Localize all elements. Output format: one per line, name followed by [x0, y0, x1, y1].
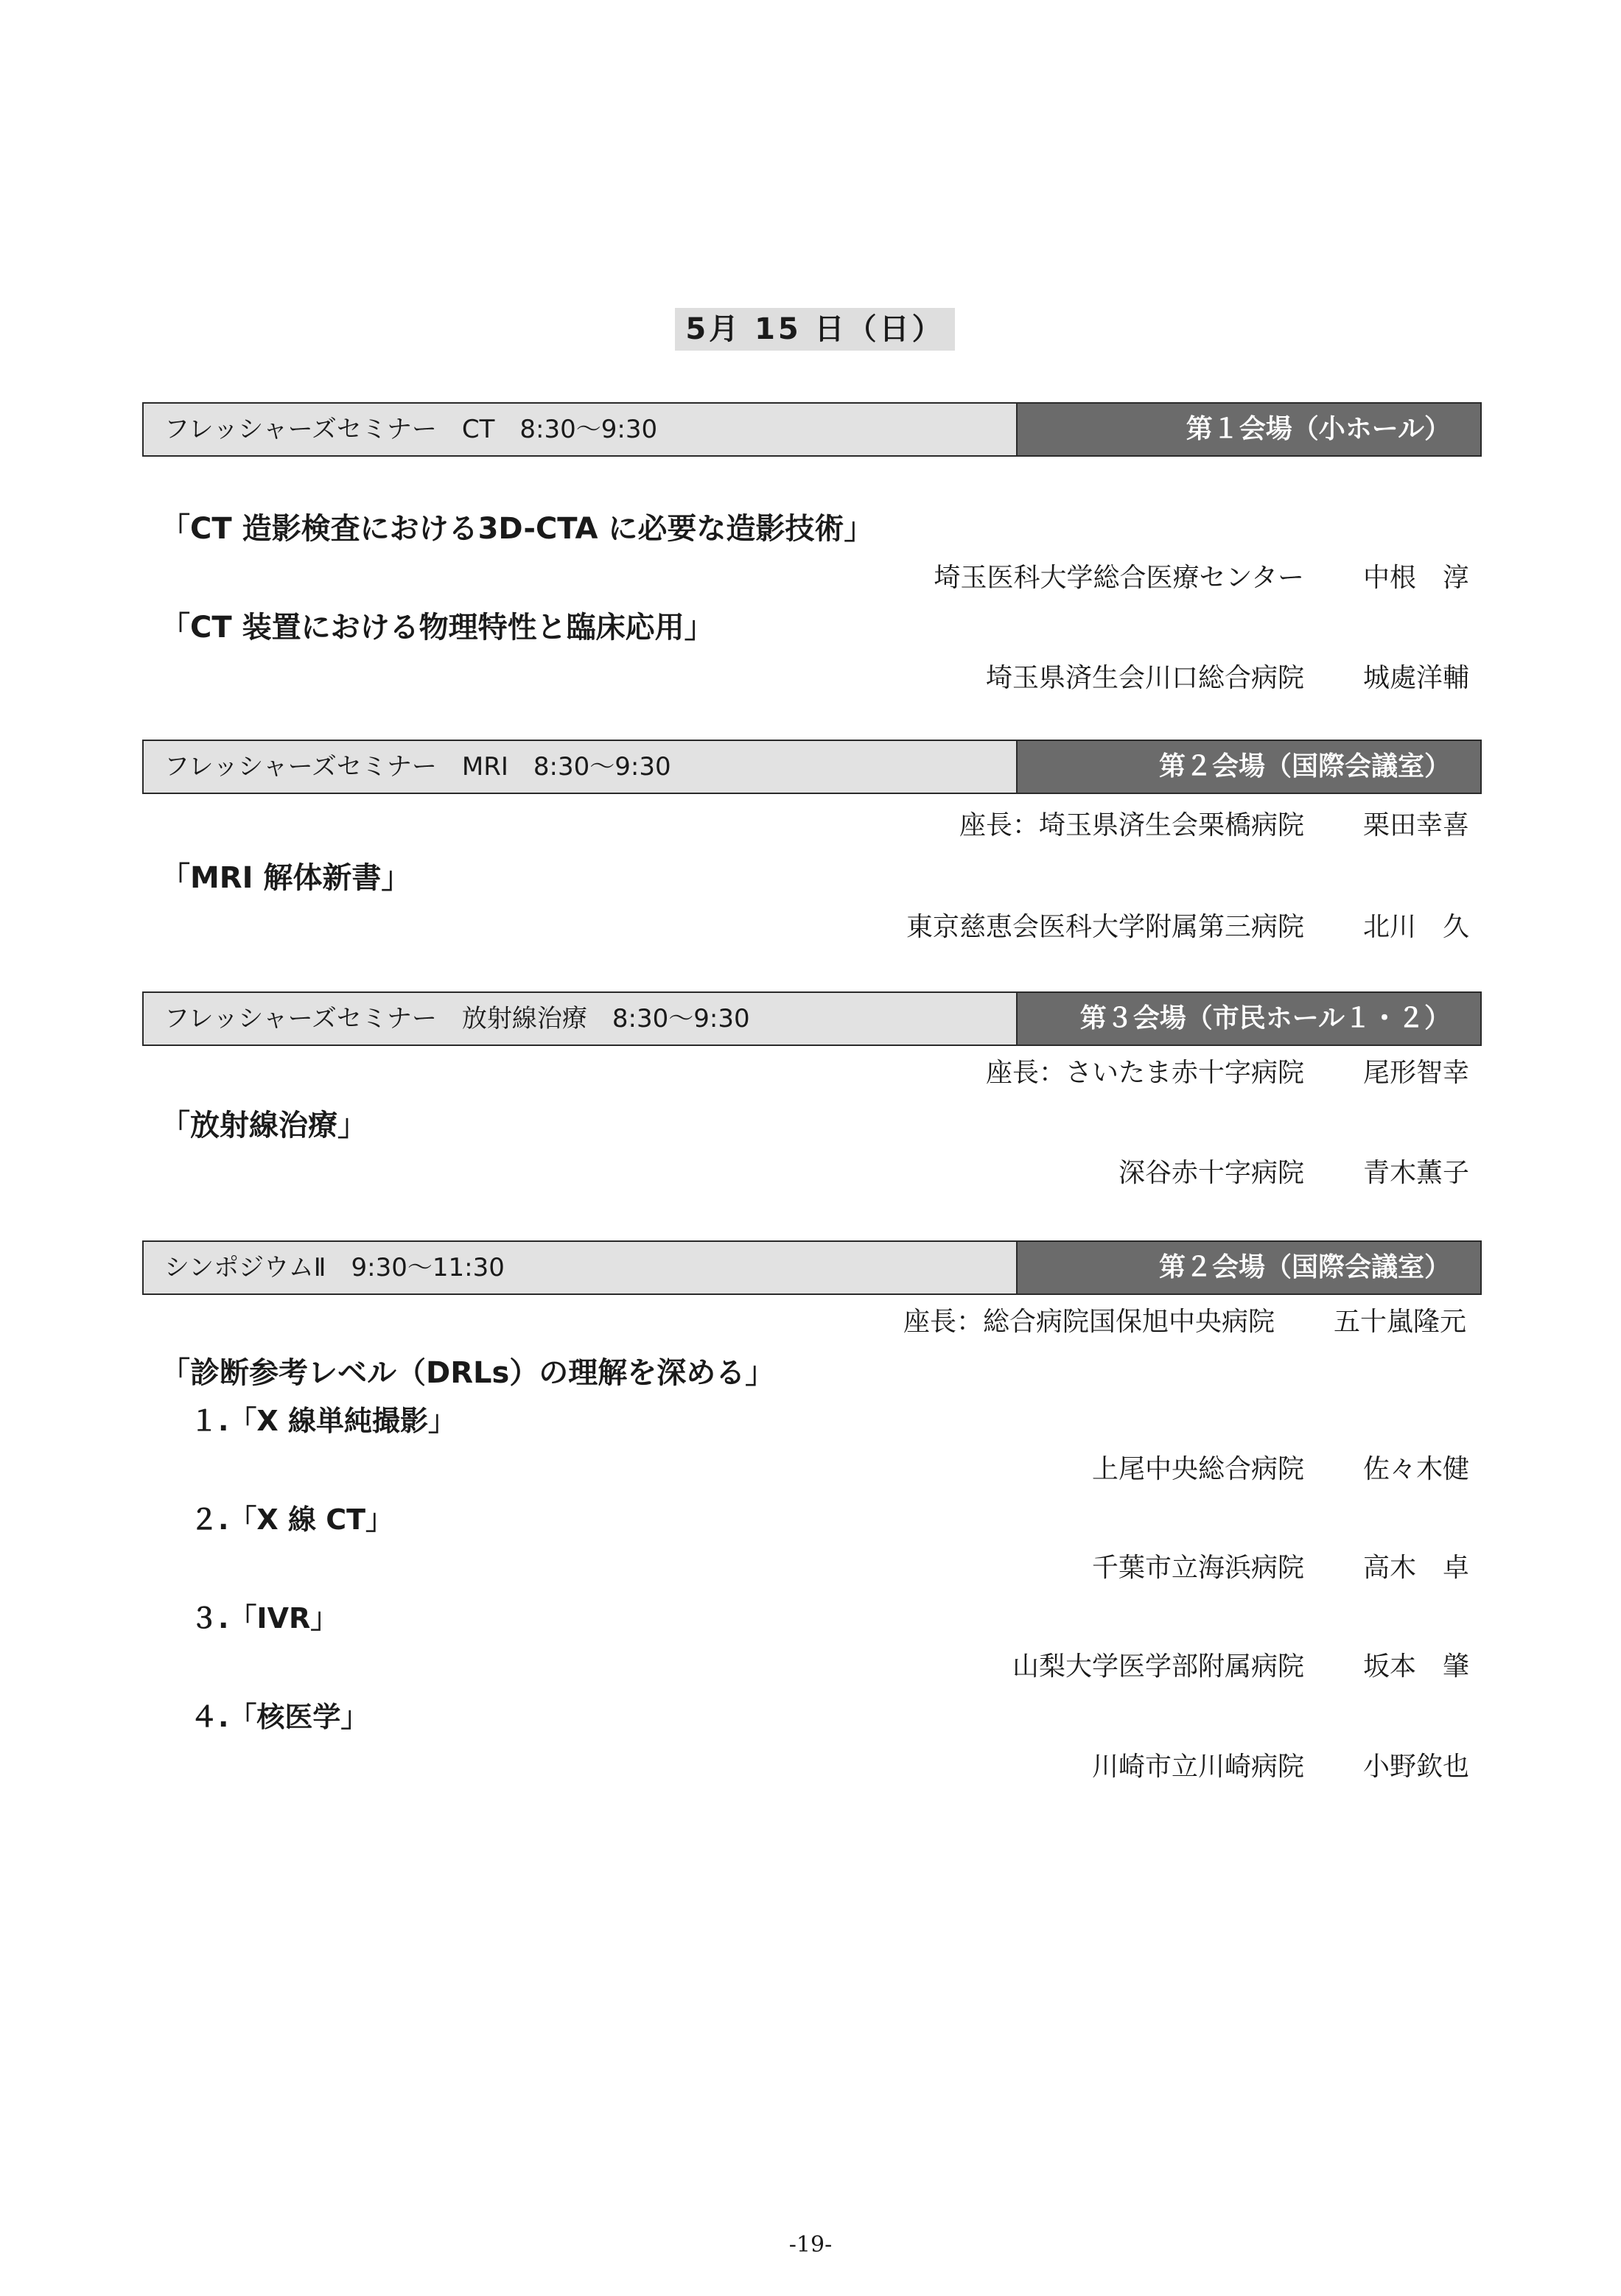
session-venue: 第１会場（小ホール）	[1018, 404, 1480, 455]
subtalk-title: １.「X 線単純撮影」	[190, 1405, 456, 1437]
session-venue: 第２会場（国際会議室）	[1018, 1242, 1480, 1293]
session-title: フレッシャーズセミナー CT 8:30〜9:30	[144, 404, 1018, 455]
talk-title: 「放射線治療」	[161, 1109, 367, 1142]
chair-affiliation: 座長：さいたま赤十字病院	[985, 1058, 1304, 1088]
speaker-affiliation: 埼玉県済生会川口総合病院	[985, 663, 1304, 693]
talk-title: 「MRI 解体新書」	[161, 861, 411, 895]
talk-title: 「CT 造影検査における3D-CTA に必要な造影技術」	[161, 512, 874, 546]
speaker-affiliation: 川崎市立川崎病院	[1091, 1752, 1304, 1782]
speaker-affiliation: 上尾中央総合病院	[1091, 1454, 1304, 1484]
subtalk-title: ３.「IVR」	[190, 1602, 339, 1635]
session-header-mri	[142, 740, 1482, 794]
date-heading: 5月 15 日（日）	[675, 308, 955, 351]
session-header-symposium	[142, 1240, 1482, 1295]
speaker-affiliation: 深谷赤十字病院	[1118, 1158, 1304, 1188]
symposium-title: 「診断参考レベル（DRLs）の理解を深める」	[161, 1356, 775, 1390]
session-title: フレッシャーズセミナー MRI 8:30〜9:30	[144, 741, 1018, 793]
speaker-name: 坂本 肇	[1363, 1651, 1470, 1682]
speaker-name: 北川 久	[1363, 912, 1470, 942]
chair-affiliation: 座長：埼玉県済生会栗橋病院	[959, 810, 1304, 840]
speaker-affiliation: 山梨大学医学部附属病院	[1012, 1651, 1304, 1682]
speaker-name: 小野欽也	[1363, 1752, 1470, 1782]
page-number: -19-	[788, 2232, 833, 2258]
speaker-name: 高木 卓	[1363, 1553, 1470, 1583]
chair-name: 五十嵐隆元	[1334, 1307, 1467, 1337]
talk-title: 「CT 装置における物理特性と臨床応用」	[161, 611, 714, 645]
speaker-name: 佐々木健	[1363, 1454, 1470, 1484]
speaker-affiliation: 埼玉医科大学総合医療センター	[934, 563, 1304, 593]
session-title: フレッシャーズセミナー 放射線治療 8:30〜9:30	[144, 993, 1018, 1045]
chair-name: 栗田幸喜	[1363, 810, 1470, 840]
session-venue: 第３会場（市民ホール１・２）	[1018, 993, 1480, 1045]
chair-name: 尾形智幸	[1363, 1058, 1470, 1088]
speaker-name: 青木薫子	[1363, 1158, 1470, 1188]
subtalk-title: ２.「X 線 CT」	[190, 1503, 394, 1536]
subtalk-title: ４.「核医学」	[190, 1701, 369, 1733]
speaker-name: 中根 淳	[1363, 563, 1470, 593]
session-title: シンポジウムⅡ 9:30〜11:30	[144, 1242, 1018, 1293]
session-header-radiotherapy	[142, 991, 1482, 1046]
session-header-ct	[142, 402, 1482, 457]
speaker-affiliation: 千葉市立海浜病院	[1091, 1553, 1304, 1583]
speaker-name: 城處洋輔	[1363, 663, 1470, 693]
speaker-affiliation: 東京慈恵会医科大学附属第三病院	[906, 912, 1304, 942]
chair-affiliation: 座長：総合病院国保旭中央病院	[903, 1307, 1275, 1337]
session-venue: 第２会場（国際会議室）	[1018, 741, 1480, 793]
